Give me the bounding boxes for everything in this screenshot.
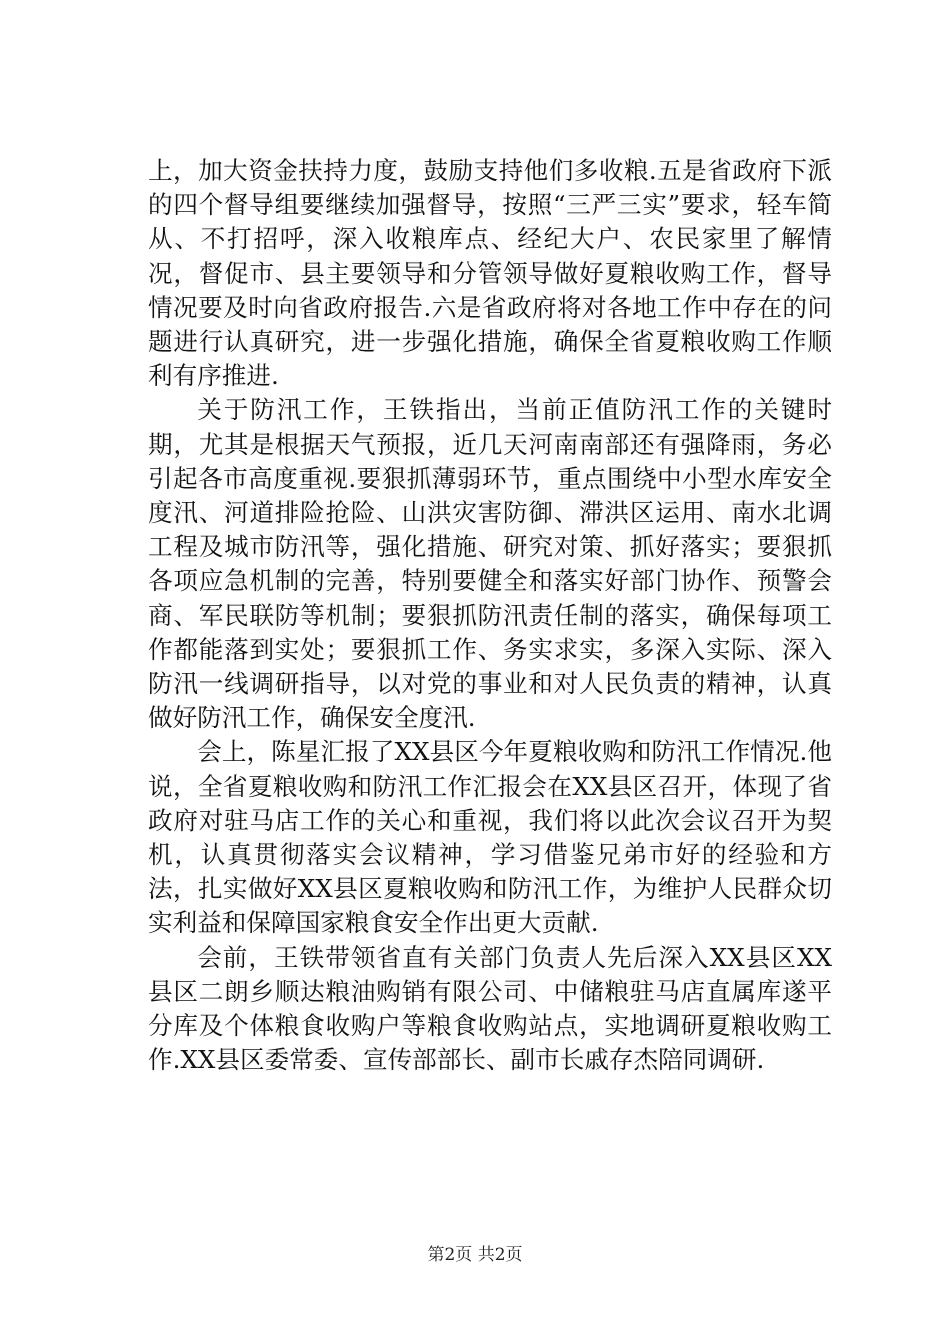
page-footer: 第2页 共2页 [427,1245,523,1265]
paragraph-4: 会前，王铁带领省直有关部门负责人先后深入XX县区XX县区二朗乡顺达粮油购销有限公司、中储粮驻马店直属库遂平分库及个体粮食收购户等粮食收购站点，实地调研夏粮收购工作.XX县区委常委、宣传部部长、副市长戚存杰陪同调研. [148,942,832,1075]
document-body [148,154,832,1077]
paragraph-3: 会上，陈星汇报了XX县区今年夏粮收购和防汛工作情况.他说，全省夏粮收购和防汛工作汇报会在XX县区召开，体现了省政府对驻马店工作的关心和重视，我们将以此次会议召开为契机，认真贯彻落实会议精神，学习借鉴兄弟市好的经验和方法，扎实做好XX县区夏粮收购和防汛工作，为维护人民群众切实利益和保障国家粮食安全作出更大贡献. [148,737,832,938]
paragraph-1: 上，加大资金扶持力度，鼓励支持他们多收粮.五是省政府下派的四个督导组要继续加强督导，按照“三严三实”要求，轻车简从、不打招呼，深入收粮库点、经纪大户、农民家里了解情况，督促市、县主要领导和分管领导做好夏粮收购工作，督导情况要及时向省政府报告.六是省政府将对各地工作中存在的问题进行认真研究，进一步强化措施，确保全省夏粮收购工作顺利有序推进. [148,156,832,391]
paragraph-2: 关于防汛工作，王铁指出，当前正值防汛工作的关键时期，尤其是根据天气预报，近几天河南南部还有强降雨，务必引起各市高度重视.要狠抓薄弱环节，重点围绕中小型水库安全度汛、河道排险抢险、山洪灾害防御、滞洪区运用、南水北调工程及城市防汛等，强化措施、研究对策、抓好落实；要狠抓各项应急机制的完善，特别要健全和落实好部门协作、预警会商、军民联防等机制；要狠抓防汛责任制的落实，确保每项工作都能落到实处；要狠抓工作、务实求实，多深入实际、深入防汛一线调研指导，以对党的事业和对人民负责的精神，认真做好防汛工作，确保安全度汛. [148,395,832,733]
